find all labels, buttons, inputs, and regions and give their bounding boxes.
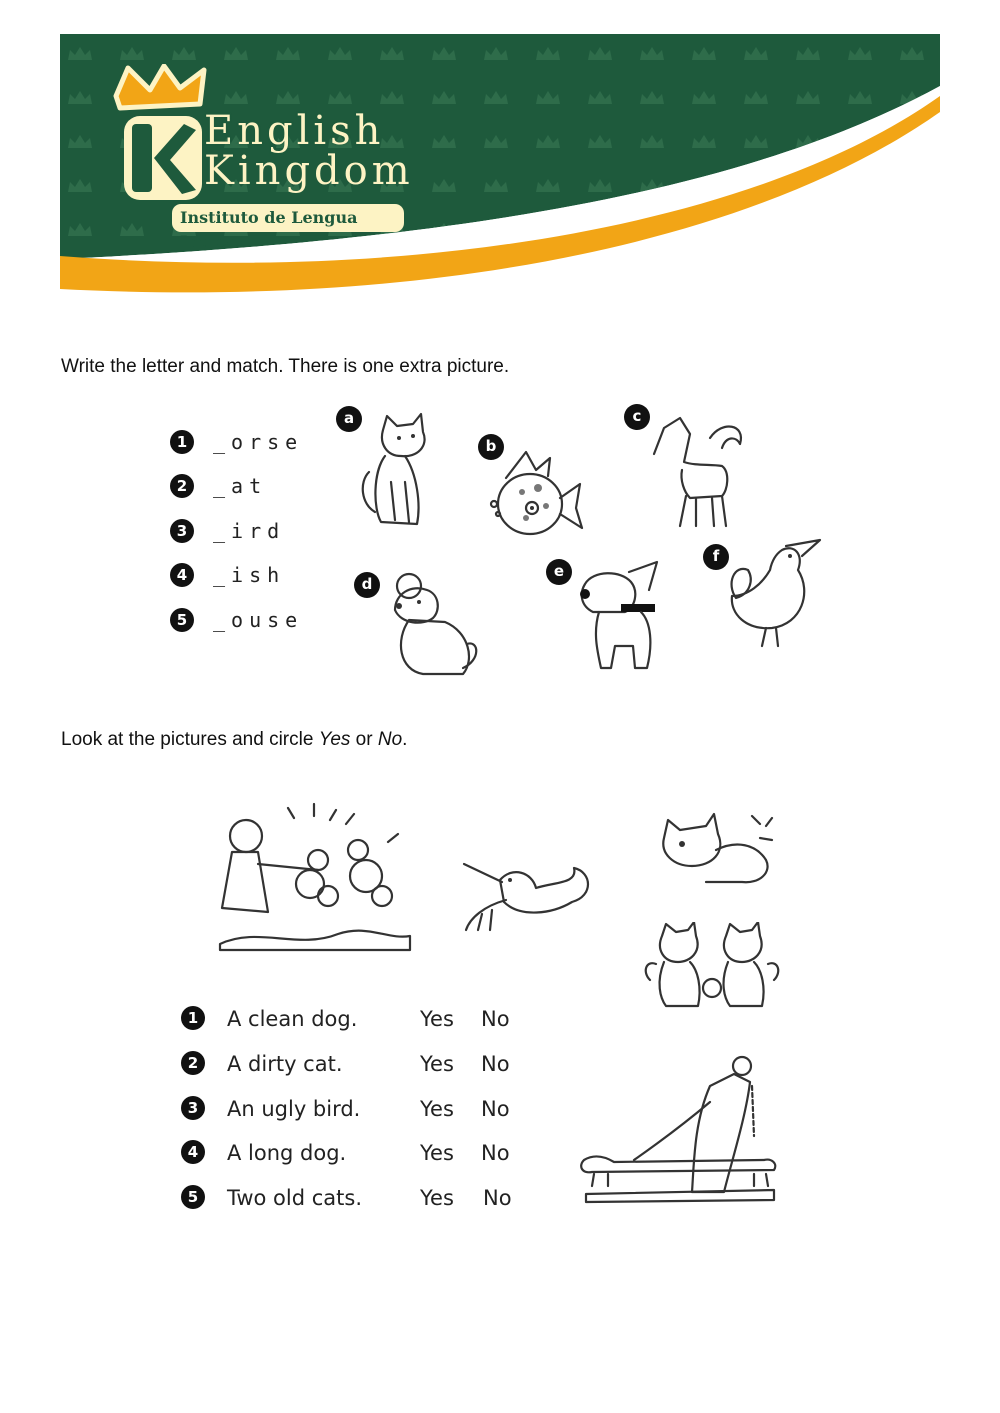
item-number: 4 [170,563,194,587]
no-option[interactable]: No [481,1007,510,1031]
no-option[interactable]: No [481,1141,510,1165]
instruction-yes: Yes [318,729,351,750]
header-banner [60,34,940,314]
logo-subtitle: Instituto de Lengua Inglesa [180,208,358,251]
item-number: 5 [181,1185,205,1209]
item-number: 5 [170,608,194,632]
item-number: 1 [181,1006,205,1030]
yes-option[interactable]: Yes [420,1097,454,1121]
item-number: 1 [170,430,194,454]
sentence: A dirty cat. [227,1052,343,1076]
no-option[interactable]: No [483,1186,512,1210]
no-option[interactable]: No [481,1052,510,1076]
horse-icon [650,414,750,530]
logo [110,64,414,251]
word-blank[interactable]: _orse [213,430,304,454]
ugly-bird-icon [462,852,598,936]
sentence: A clean dog. [227,1007,358,1031]
instruction-no: No [377,729,403,750]
exercise1-instruction: Write the letter and match. There is one extra picture. [61,356,510,377]
word-blank[interactable]: _ish [213,563,286,587]
item-number: 3 [181,1096,205,1120]
girl-with-clean-dogs-icon [218,800,412,958]
logo-line-kingdom: Kingdom [204,148,414,194]
instruction-text: . [402,729,408,750]
yes-option[interactable]: Yes [420,1141,454,1165]
picture-label-b: b [478,434,504,460]
picture-label-d: d [354,572,380,598]
yes-option[interactable]: Yes [420,1186,454,1210]
dirty-cat-icon [656,810,778,888]
picture-label-f: f [703,544,729,570]
exercise2-instruction [61,729,407,751]
word-blank[interactable]: _ird [213,519,286,543]
item-number: 4 [181,1140,205,1164]
picture-label-e: e [546,559,572,585]
fish-icon [486,448,586,548]
dog-icon [575,560,665,672]
instruction-text: Look at the pictures and circle [61,729,319,750]
bird-icon [722,536,826,652]
no-option[interactable]: No [481,1097,510,1121]
man-with-long-dog-icon [574,1052,778,1204]
sentence: An ugly bird. [227,1097,361,1121]
word-blank[interactable]: _ouse [213,608,304,632]
picture-label-c: c [624,404,650,430]
mouse-icon [383,570,483,680]
item-number: 2 [170,474,194,498]
item-number: 2 [181,1051,205,1075]
cat-icon [355,412,435,532]
instruction-text: or [350,729,378,750]
two-old-cats-icon [642,922,782,1008]
item-number: 3 [170,519,194,543]
logo-line-english: English [204,108,385,154]
sentence: A long dog. [227,1141,347,1165]
yes-option[interactable]: Yes [420,1052,454,1076]
sentence: Two old cats. [227,1186,363,1210]
picture-label-a: a [336,406,362,432]
word-blank[interactable]: _at [213,474,268,498]
yes-option[interactable]: Yes [420,1007,454,1031]
